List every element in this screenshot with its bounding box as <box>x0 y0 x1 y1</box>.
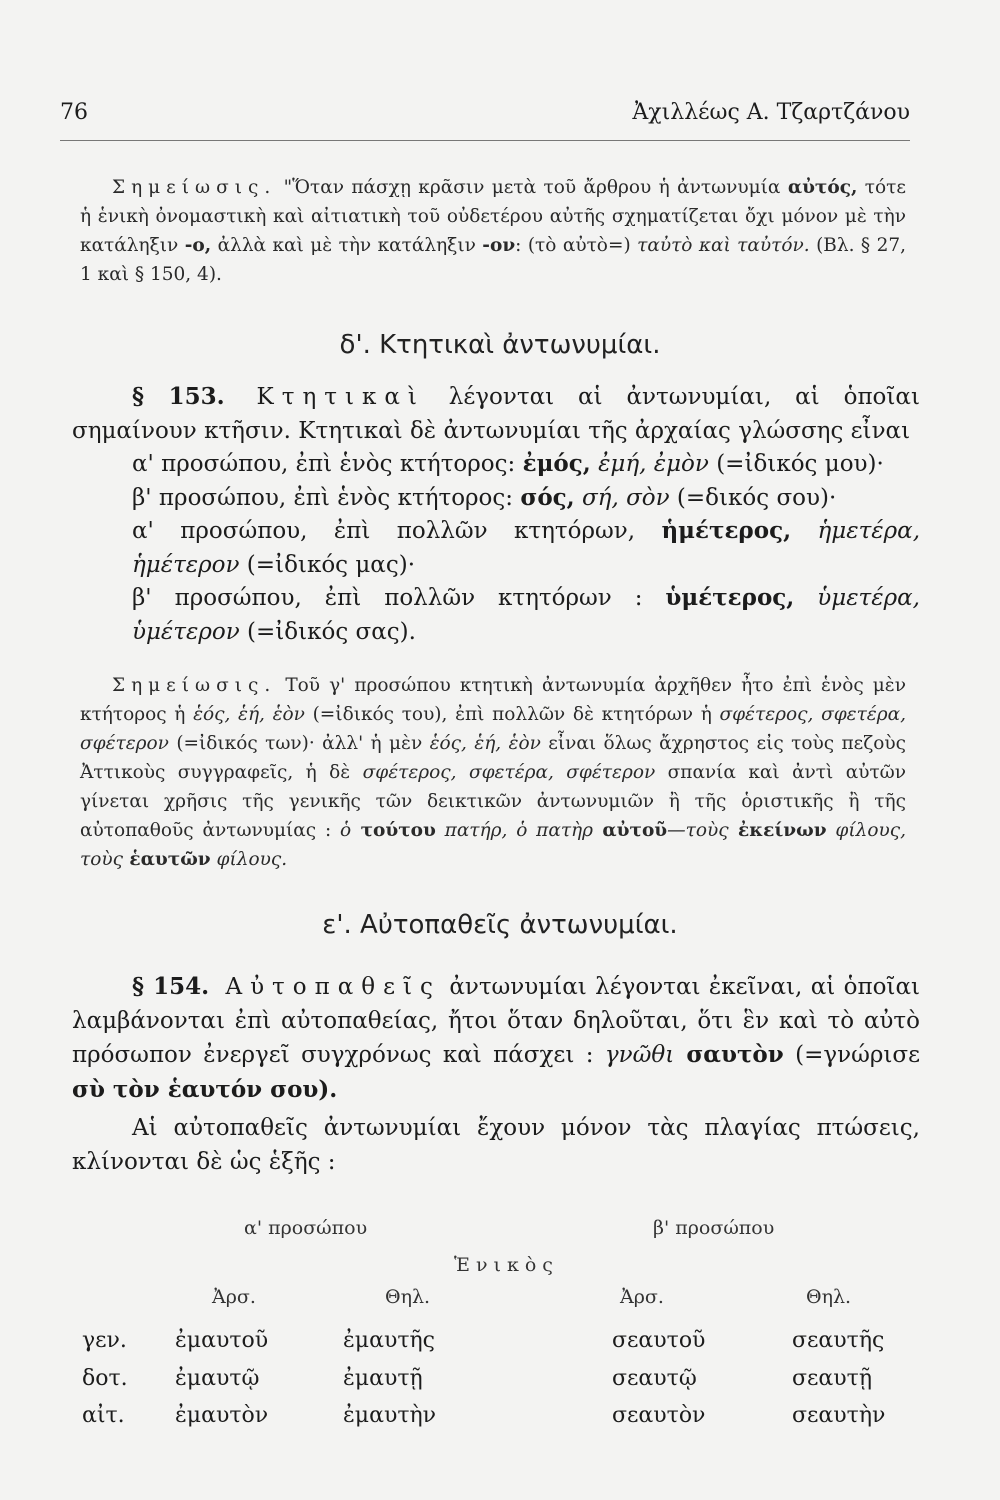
note-bold: τούτου <box>351 820 436 841</box>
note-text: : (τὸ αὐτὸ=) <box>515 235 638 256</box>
note-text: (Βλ. § 27, 1 καὶ § 150, 4). <box>80 235 907 285</box>
section-number: § 153. <box>132 383 225 410</box>
paragraph-text: λέγονται αἱ ἀντωνυμίαι, αἱ ὁποῖαι σημαίνουν κτῆσιν. Κτητικαὶ δὲ ἀντωνυμίαι τῆς ἀρχαίας γλώσσης εἶναι <box>72 384 920 444</box>
table-col-masc-2: Ἀρσ. <box>620 1286 664 1308</box>
note-paragraph-1 <box>80 173 906 289</box>
running-title: Ἀχιλλέως Α. Τζαρτζάνου <box>632 100 910 125</box>
section-heading-possessive: δ'. Κτητικαὶ ἀντωνυμίαι. <box>339 330 661 360</box>
note-italic: πατήρ, ὁ πατὴρ <box>435 820 594 841</box>
line-italic: ἐμή, ἐμὸν <box>590 451 709 477</box>
paragraph-bold: σαυτὸν <box>674 1041 784 1068</box>
note-lead: Σημείωσις. <box>112 177 277 198</box>
note-bold: -ον <box>482 235 516 256</box>
spaced-term: Αὐτοπαθεῖς <box>209 974 441 1000</box>
paragraph-declension-intro: Αἱ αὐτοπαθεῖς ἀντωνυμίαι ἔχουν μόνον τὰς πλαγίας πτώσεις, κλίνονται δὲ ὡς ἑξῆς : <box>72 1115 920 1175</box>
possessive-line <box>132 447 920 482</box>
line-bold: σός, <box>520 484 575 511</box>
case-label: γεν. <box>82 1328 127 1353</box>
note-text: (=ἰδικός των)· ἀλλ' ἡ μὲν <box>168 733 430 754</box>
case-label: δοτ. <box>82 1366 128 1391</box>
line-text: α' προσώπου, ἐπὶ πολλῶν κτητόρων, <box>132 518 662 544</box>
line-bold: ἡμέτερος, <box>661 517 792 544</box>
table-cell: σεαυτὸν <box>612 1403 706 1428</box>
paragraph-153 <box>72 380 920 448</box>
table-cell: σεαυτῇ <box>792 1366 872 1391</box>
line-bold: ἐμός, <box>522 450 591 477</box>
table-row <box>0 1366 1000 1398</box>
possessive-line <box>132 581 920 649</box>
line-bold: ὑμέτερος, <box>665 584 795 611</box>
note-bold: αὐτός, <box>787 177 858 198</box>
note-text: ἀλλὰ καὶ μὲ τὴν κατάληξιν <box>211 235 483 256</box>
paragraph-bold: σὺ τὸν ἑαυτόν σου). <box>72 1075 338 1103</box>
paragraph-text: ἀντωνυμίαι λέγονται ἐκεῖναι, αἱ ὁποῖαι λαμβάνονται ἐπὶ αὐτοπαθείας, ἤτοι ὅταν δηλοῦται, ὅτι ἓν καὶ τὸ αὐτὸ πρόσωπον ἐνεργεῖ συγχρόνως καὶ πάσχει : <box>72 974 920 1068</box>
note-text: "Ὅταν πάσχῃ κρᾶσιν μετὰ τοῦ ἄρθρου ἡ ἀντωνυμία <box>276 177 788 198</box>
table-cell: ἐμαυτῷ <box>175 1366 260 1391</box>
note-italic: ταὐτὸ καὶ ταὐτόν. <box>637 235 810 256</box>
table-cell: ἐμαυτῇ <box>343 1366 423 1391</box>
note-italic: σφέτερος, σφετέρα, σφέτερον <box>362 762 656 783</box>
paragraph-italic: γνῶθι <box>604 1042 675 1068</box>
note-italic: ἑός, ἑή, ἑὸν <box>193 704 305 725</box>
spaced-term: Κτητικαὶ <box>224 384 425 410</box>
table-col-fem-2: Θηλ. <box>806 1286 852 1308</box>
note-bold: -ο, <box>184 235 212 256</box>
note-italic: —τοὺς <box>667 820 729 841</box>
table-number-label: Ἑνικὸς <box>454 1254 559 1276</box>
table-col-fem-1: Θηλ. <box>385 1286 431 1308</box>
note-bold: ἑαυτῶν <box>122 849 211 870</box>
table-cell: σεαυτὴν <box>792 1403 886 1428</box>
line-italic: ἡμετέρα, ἡμέτερον <box>132 518 920 578</box>
note-text: εἶναι ὅλως ἄχρηστος εἰς τοὺς πεζοὺς Ἀττικοὺς συγγραφεῖς, ἡ δὲ <box>80 733 906 783</box>
page-header <box>60 100 910 141</box>
table-cell: σεαυτοῦ <box>612 1328 706 1353</box>
note-text: σπανία καὶ ἀντὶ αὐτῶν γίνεται χρῆσις τῆς γενικῆς τῶν δεικτικῶν ἀντωνυμιῶν ἢ τῆς ὁριστικῆς ἢ τῆς αὐτοπαθοῦς ἀντωνυμίας : <box>80 762 907 841</box>
table-cell: ἐμαυτὴν <box>343 1403 437 1428</box>
case-label: αἰτ. <box>82 1403 125 1428</box>
line-text: (=ἰδικός σας). <box>239 618 416 645</box>
line-text: (=ἰδικός μας)· <box>239 551 415 578</box>
table-cell: ἐμαυτῆς <box>343 1328 436 1353</box>
note-bold: ἐκείνων <box>728 820 827 841</box>
table-col-masc-1: Ἀρσ. <box>212 1286 256 1308</box>
table-person-1: α' προσώπου <box>244 1217 368 1239</box>
paragraph-text: (=γνώρισε <box>783 1042 921 1068</box>
line-text: α' προσώπου, ἐπὶ ἑνὸς κτήτορος: <box>132 451 523 477</box>
possessive-line <box>132 481 920 516</box>
table-cell: σεαυτῷ <box>612 1366 697 1391</box>
possessive-line <box>132 514 920 582</box>
section-heading-reflexive: ε'. Αὐτοπαθεῖς ἀντωνυμίαι. <box>322 910 678 940</box>
line-text: (=ἰδικός μου)· <box>708 451 884 477</box>
note-italic: ὁ <box>340 820 352 841</box>
line-text: (=δικός σου)· <box>669 485 837 511</box>
note-text: τότε ἡ ἑνικὴ ὀνομαστικὴ καὶ αἰτιατικὴ τοῦ οὐδετέρου αὐτῆς σχηματίζεται ὄχι μόνον μὲ τὴν κατάληξιν <box>80 177 906 256</box>
paragraph-154 <box>72 970 920 1107</box>
note-italic: ἑός, ἑή, ἑὸν <box>429 733 541 754</box>
note-lead: Σημείωσις. <box>112 675 277 696</box>
table-cell: σεαυτῆς <box>792 1328 885 1353</box>
note-italic: φίλους, τοὺς <box>80 820 906 870</box>
page-number: 76 <box>60 100 88 125</box>
line-italic: σή, σὸν <box>574 485 670 511</box>
table-person-2: β' προσώπου <box>653 1217 775 1239</box>
note-italic: φίλους. <box>210 849 288 870</box>
line-text: β' προσώπου, ἐπὶ ἑνὸς κτήτορος: <box>132 485 521 511</box>
table-row <box>0 1403 1000 1435</box>
table-cell: ἐμαυτὸν <box>175 1403 269 1428</box>
table-row <box>0 1328 1000 1360</box>
table-cell: ἐμαυτοῦ <box>175 1328 269 1353</box>
section-number: § 154. <box>132 973 210 1000</box>
note-italic: σφέτερος, σφετέρα, σφέτερον <box>80 704 906 754</box>
note-bold: αὐτοῦ <box>593 820 668 841</box>
note-text: (=ἰδικός του), ἐπὶ πολλῶν δὲ κτητόρων ἡ <box>304 704 720 725</box>
line-italic: ὑμετέρα, ὑμέτερον <box>132 585 920 645</box>
line-text: β' προσώπου, ἐπὶ πολλῶν κτητόρων : <box>132 585 666 611</box>
note-text: Τοῦ γ' προσώπου κτητικὴ ἀντωνυμία ἀρχῆθεν ἦτο ἐπὶ ἑνὸς μὲν κτήτορος ἡ <box>80 675 906 725</box>
note-paragraph-2 <box>80 671 906 874</box>
